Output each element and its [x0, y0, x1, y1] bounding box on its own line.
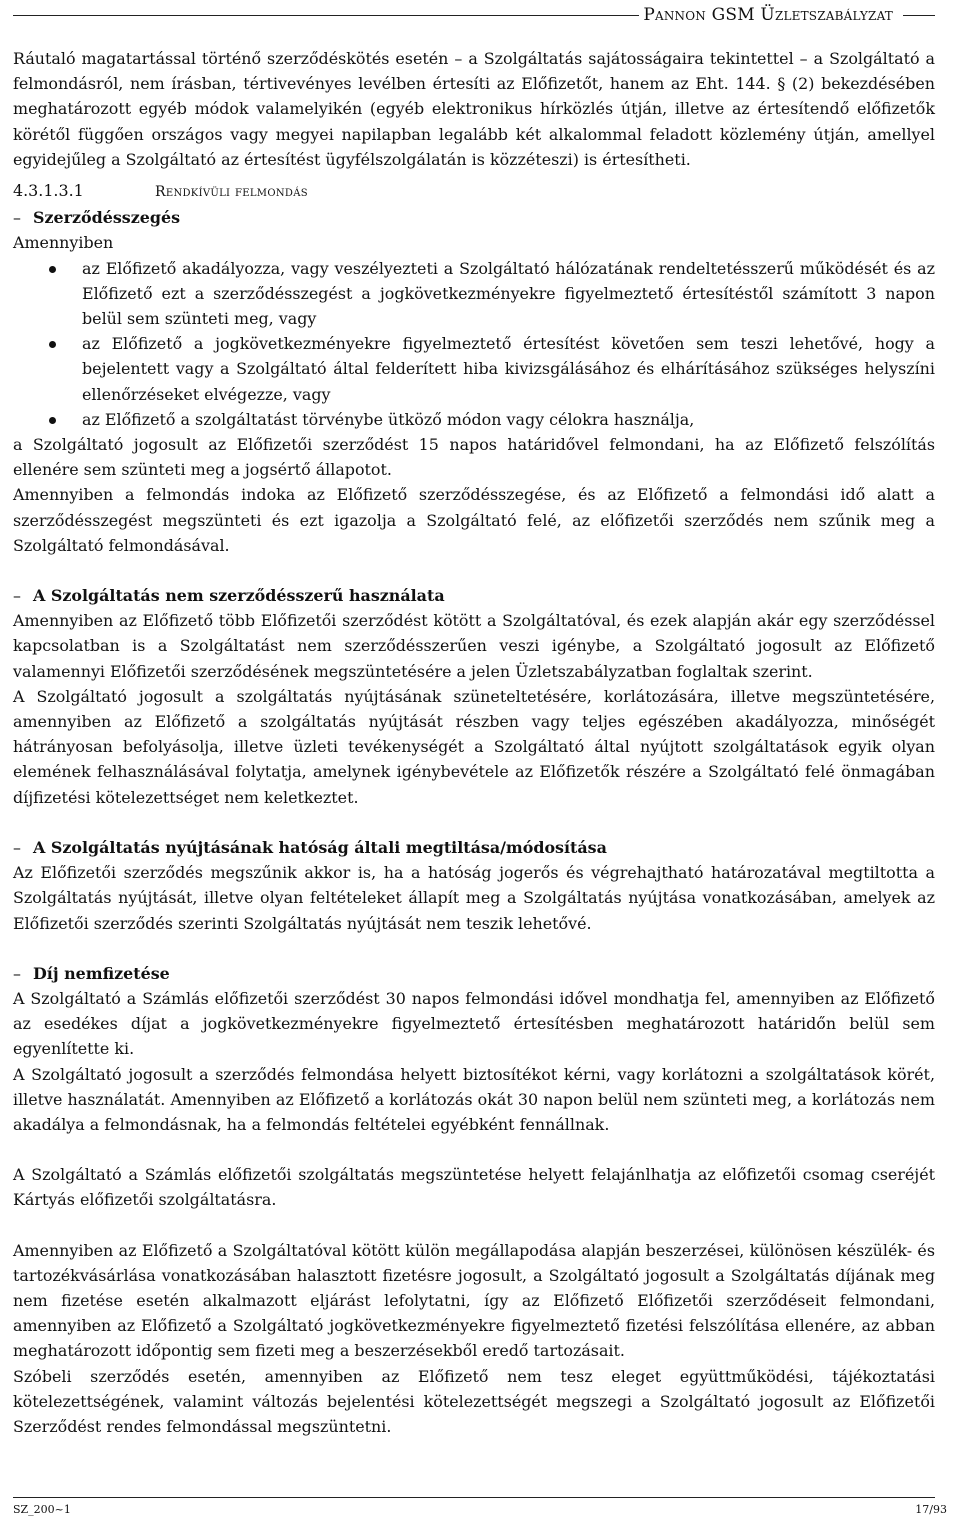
list-item-text: az Előfizető akadályozza, vagy veszélyezteti a Szolgáltató hálózatának rendeltetésszerű működését és az Előfizető ezt a szerződésszegést a jogkövetkezményekre figyelmeztető értesítéstől számított 3 napon belül sem szünteti meg, vagy — [82, 258, 935, 329]
bullet-icon — [49, 266, 56, 273]
nonpayment-paragraph-2: A Szolgáltató jogosult a szerződés felmondása helyett biztosítékot kérni, vagy korlátozni a szolgáltatások körét, illetve használatát. Amennyiben az Előfizető a korlátozás okát 30 napon belül nem szünteti meg, a korlátozás nem akadálya a felmondásnak, ha a felmondás feltételei egyébként fennállnak. — [13, 1064, 935, 1134]
misuse-paragraph-2: A Szolgáltató jogosult a szolgáltatás nyújtásának szüneteltetésére, korlátozására, illetve megszüntetésére, amennyiben az Előfizető a szolgáltatás nyújtását részben vagy teljes egészében akadályozza, minőségét hátrányosan befolyásolja, illetve üzleti tevékenységét a Szolgáltató által nyújtott szolgáltatások egyik olyan elemének felhasználásával folytatja, amelynek igénybevétele az Előfizetők részére a Szolgáltató felé önmagában díjfizetési kötelezettséget nem keletkeztet. — [13, 686, 935, 807]
list-item-text: az Előfizető a szolgáltatást törvénybe ütköző módon vagy célokra használja, — [82, 409, 695, 429]
dash-marker: – — [13, 963, 21, 983]
dash-marker: – — [13, 837, 21, 857]
bullet-icon — [49, 417, 56, 424]
nonpayment-paragraph-4: Amennyiben az Előfizető a Szolgáltatóval kötött külön megállapodása alapján beszerzései, különösen készülék- és tartozékvásárlása vonatkozásában halasztott fizetésre jogosult, a Szolgáltató jogosult a Szolgáltatás díjának meg nem fizetése esetén alkalmazott eljárást lefolytatni, így az Előfizető Előfizetői szerződéseit felmondani, amennyiben az Előfizető a Szolgáltató jogkövetkezményekre figyelmeztető fizetési felszólítása ellenére, az abban meghatározott időpontig sem fizeti meg a beszerzésekből eredő tartozásait. — [13, 1240, 935, 1361]
breach-paragraph-2: Amennyiben a felmondás indoka az Előfizető szerződésszegése, és az Előfizető a felmondási idő alatt a szerződésszegést megszünteti és ezt igazolja a Szolgáltató felé, az előfizetői szerződés nem szűnik meg a Szolgáltató felmondásával. — [13, 485, 935, 555]
document-body — [13, 46, 935, 1439]
breach-lead: Amennyiben — [13, 233, 114, 253]
breach-heading-text: Szerződésszegés — [33, 208, 181, 228]
bullet-icon — [49, 341, 56, 348]
nonpayment-paragraph-5: Szóbeli szerződés esetén, amennyiben az Előfizető nem tesz eleget együttműködési, tájékoztatási kötelezettségének, valamint változás bejelentési kötelezettségét megszegi a Szolgáltató jogosult az Előfizetői Szerződést rendes felmondással megszüntetni. — [13, 1366, 935, 1436]
nonpayment-paragraph-1: A Szolgáltató a Számlás előfizetői szerződést 30 napos felmondási idővel mondhatja fel, amennyiben az Előfizető az esedékes díjat a jogkövetkezményekre figyelmeztető értesítésben meghatározott határidőn belül sem egyenlítette ki. — [13, 988, 935, 1059]
list-item — [13, 331, 935, 407]
nonpayment-heading-text: Díj nemfizetése — [33, 963, 170, 983]
header-rule-right — [903, 15, 935, 16]
header-title: Pannon GSM Üzletszabályzat — [639, 5, 897, 25]
list-item-text: az Előfizető a jogkövetkezményekre figyelmeztető értesítést követően sem teszi lehetővé, hogy a bejelentett vagy a Szolgáltató által felderített hiba kivizsgálásához és elhárításához szükséges helyszíni ellenőrzéseket elvégezze, vagy — [82, 334, 935, 404]
footer-rule — [13, 1497, 935, 1498]
footer-doc-id: SZ_200~1 — [13, 1503, 71, 1516]
breach-conditions-list — [13, 256, 935, 432]
footer-page-number: 17/93 — [915, 1503, 947, 1516]
authority-heading-text: A Szolgáltatás nyújtásának hatóság általi megtiltása/módosítása — [33, 837, 607, 857]
page-header — [13, 4, 935, 26]
misuse-heading — [13, 583, 935, 608]
section-heading — [13, 178, 935, 205]
authority-paragraph-1: Az Előfizetői szerződés megszűnik akkor is, ha a hatóság jogerős és végrehajtható határozatával megtiltotta a Szolgáltatás nyújtását, illetve olyan feltételeket állapít meg a Szolgáltatás nyújtása vonatkozásában, amelyek az Előfizetői szerződés szerinti Szolgáltatás nyújtását nem teszik lehetővé. — [13, 863, 935, 933]
section-title: Rendkívüli felmondás — [155, 184, 308, 201]
dash-marker: – — [13, 208, 21, 228]
list-item — [13, 256, 935, 332]
breach-after-paragraph: a Szolgáltató jogosult az Előfizetői szerződést 15 napos határidővel felmondani, ha az Előfizető felszólítás ellenére sem szünteti meg a jogsértő állapotot. — [13, 435, 935, 480]
authority-heading — [13, 835, 935, 860]
misuse-paragraph-1: Amennyiben az Előfizető több Előfizetői szerződést kötött a Szolgáltatóval, és ezek alapján akár egy szerződéssel kapcsolatban is a Szolgáltatást nem szerződésszerűen veszi igénybe, a Szolgáltató jogosult az Előfizető valamennyi Előfizetői szerződésének megszüntetésére a jelen Üzletszabályzatban foglaltak szerint. — [13, 611, 935, 681]
nonpayment-paragraph-3: A Szolgáltató a Számlás előfizetői szolgáltatás megszüntetése helyett felajánlhatja az előfizetői csomag cseréjét Kártyás előfizetői szolgáltatásra. — [13, 1165, 935, 1210]
misuse-heading-text: A Szolgáltatás nem szerződésszerű használata — [33, 586, 445, 606]
nonpayment-heading — [13, 961, 935, 986]
intro-paragraph: Ráutaló magatartással történő szerződéskötés esetén – a Szolgáltatás sajátosságaira tekintettel – a Szolgáltató a felmondásról, nem írásban, tértivevényes levélben értesíti az Előfizetőt, hanem az Eht. 144. § (2) bekezdésében meghatározott egyéb módok valamelyikén (egyéb elektronikus hírközlés útján, illetve az értesítendő előfizetők körétől függően országos vagy megyei napilapban legalább két alkalommal feladott közlemény útján, amellyel egyidejűleg a Szolgáltató az értesítést ügyfélszolgálatán is közzéteszi) is értesítheti. — [13, 49, 935, 169]
breach-heading — [13, 205, 935, 230]
section-number: 4.3.1.3.1 — [13, 181, 84, 201]
list-item — [13, 407, 935, 432]
dash-marker: – — [13, 586, 21, 606]
